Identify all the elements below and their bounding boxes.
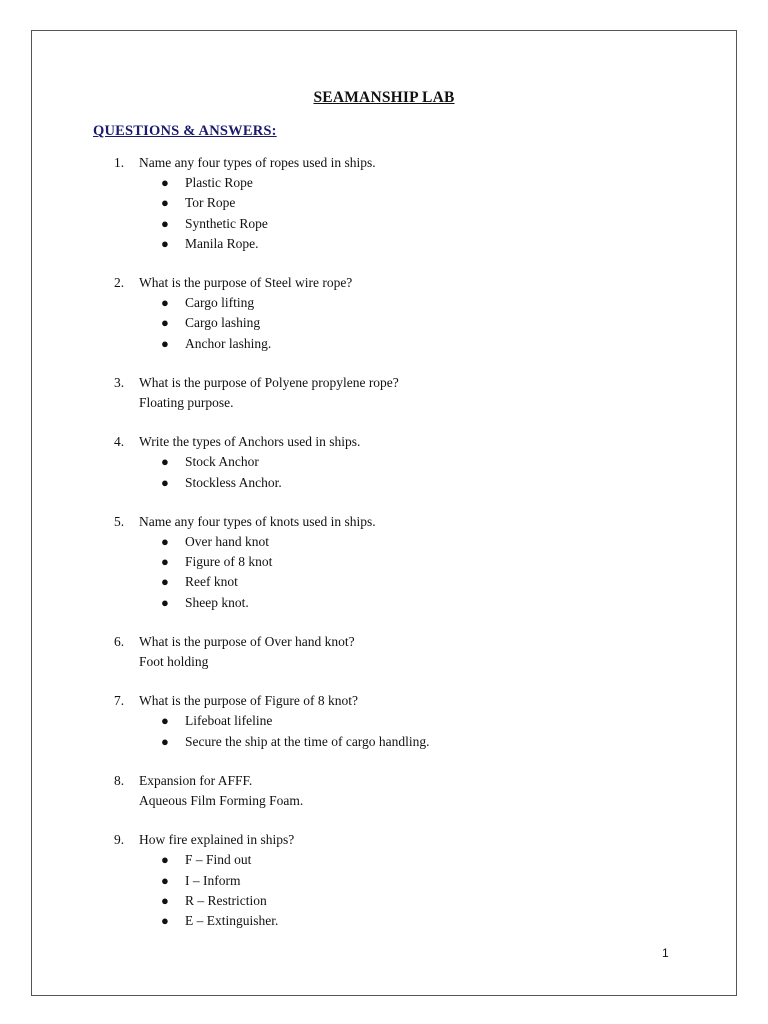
bullet-icon: ● [161, 554, 169, 570]
question-number: 4. [114, 434, 125, 450]
question-text: Expansion for AFFF. [139, 772, 253, 788]
answer-bullet-item [114, 572, 674, 592]
question-line [114, 691, 674, 711]
answer-bullet-item [114, 193, 674, 213]
bullet-text: Tor Rope [185, 195, 236, 211]
question-number: 1. [114, 155, 125, 170]
question-line [114, 830, 674, 850]
answer-bullet-item [114, 334, 674, 354]
question-number: 9. [114, 832, 125, 848]
question-line [114, 373, 674, 393]
qa-item [114, 432, 674, 493]
bullet-text: Cargo lashing [185, 315, 261, 331]
question-number: 2. [114, 275, 125, 291]
qa-item [114, 632, 674, 672]
answer-bullet-item [114, 850, 674, 870]
question-number: 6. [114, 633, 125, 649]
answer-bullet-list [114, 711, 674, 751]
qa-item [114, 273, 674, 354]
answer-bullet-list [114, 532, 674, 613]
bullet-text: Cargo lifting [185, 295, 255, 311]
bullet-icon: ● [161, 295, 169, 311]
qa-item [114, 771, 674, 811]
question-text: What is the purpose of Over hand knot? [139, 633, 355, 649]
question-line [114, 432, 674, 452]
bullet-text: R – Restriction [185, 892, 267, 908]
answer-bullet-item [114, 871, 674, 891]
section-heading: QUESTIONS & ANSWERS: [93, 123, 277, 139]
bullet-text: E – Extinguisher. [185, 913, 279, 929]
question-line [114, 153, 674, 173]
bullet-text: F – Find out [185, 852, 252, 868]
question-text: Name any four types of ropes used in ships. [139, 155, 376, 170]
qa-item [114, 373, 674, 413]
bullet-icon: ● [161, 474, 169, 490]
bullet-icon: ● [161, 534, 169, 550]
question-number: 5. [114, 513, 125, 529]
bullet-icon: ● [161, 892, 169, 908]
bullet-text: Stockless Anchor. [185, 474, 282, 490]
bullet-icon: ● [161, 315, 169, 331]
qa-item [114, 512, 674, 613]
answer-text: Aqueous Film Forming Foam. [139, 793, 304, 809]
question-text: Write the types of Anchors used in ships. [139, 434, 361, 450]
bullet-text: Over hand knot [185, 534, 269, 550]
qa-item [114, 830, 674, 931]
bullet-icon: ● [161, 335, 169, 351]
question-text: What is the purpose of Figure of 8 knot? [139, 693, 358, 709]
answer-bullet-item [114, 452, 674, 472]
page-number: 1 [662, 946, 669, 960]
bullet-icon: ● [161, 175, 169, 191]
question-text: Name any four types of knots used in ships. [139, 513, 376, 529]
bullet-icon: ● [161, 594, 169, 610]
bullet-text: I – Inform [185, 872, 241, 888]
question-number: 8. [114, 772, 125, 788]
bullet-icon: ● [161, 574, 169, 590]
qa-list [114, 153, 674, 950]
qa-item [114, 153, 674, 254]
question-line [114, 273, 674, 293]
document-title: SEAMANSHIP LAB [313, 89, 455, 106]
answer-bullet-list [114, 173, 674, 254]
bullet-text: Plastic Rope [185, 175, 253, 191]
bullet-icon: ● [161, 852, 169, 868]
answer-bullet-item [114, 532, 674, 552]
answer-bullet-list [114, 850, 674, 931]
bullet-text: Lifeboat lifeline [185, 713, 273, 729]
answer-bullet-item [114, 173, 674, 193]
bullet-icon: ● [161, 195, 169, 211]
question-line [114, 771, 674, 791]
bullet-icon: ● [161, 913, 169, 929]
answer-bullet-item [114, 473, 674, 493]
question-text: What is the purpose of Polyene propylene rope? [139, 374, 399, 390]
question-line [114, 512, 674, 532]
question-line [114, 632, 674, 652]
bullet-icon: ● [161, 454, 169, 470]
question-text: How fire explained in ships? [139, 832, 295, 848]
bullet-text: Sheep knot. [185, 594, 249, 610]
answer-text: Floating purpose. [139, 395, 234, 411]
bullet-icon: ● [161, 733, 169, 749]
qa-item [114, 691, 674, 752]
bullet-icon: ● [161, 713, 169, 729]
question-number: 7. [114, 693, 125, 709]
bullet-text: Reef knot [185, 574, 238, 590]
question-number: 3. [114, 374, 125, 390]
bullet-text: Synthetic Rope [185, 215, 268, 231]
answer-bullet-item [114, 293, 674, 313]
answer-bullet-item [114, 711, 674, 731]
answer-bullet-list [114, 452, 674, 492]
bullet-icon: ● [161, 872, 169, 888]
answer-bullet-item [114, 214, 674, 234]
bullet-text: Figure of 8 knot [185, 554, 273, 570]
answer-bullet-item [114, 313, 674, 333]
answer-bullet-item [114, 732, 674, 752]
answer-bullet-item [114, 911, 674, 931]
answer-bullet-item [114, 891, 674, 911]
question-text: What is the purpose of Steel wire rope? [139, 275, 353, 291]
bullet-icon: ● [161, 235, 169, 251]
bullet-text: Manila Rope. [185, 235, 259, 251]
answer-bullet-item [114, 593, 674, 613]
bullet-text: Stock Anchor [185, 454, 259, 470]
bullet-icon: ● [161, 215, 169, 231]
answer-text: Foot holding [139, 654, 209, 670]
answer-bullet-list [114, 293, 674, 354]
bullet-text: Anchor lashing. [185, 335, 272, 351]
bullet-text: Secure the ship at the time of cargo handling. [185, 733, 430, 749]
answer-bullet-item [114, 234, 674, 254]
answer-bullet-item [114, 552, 674, 572]
